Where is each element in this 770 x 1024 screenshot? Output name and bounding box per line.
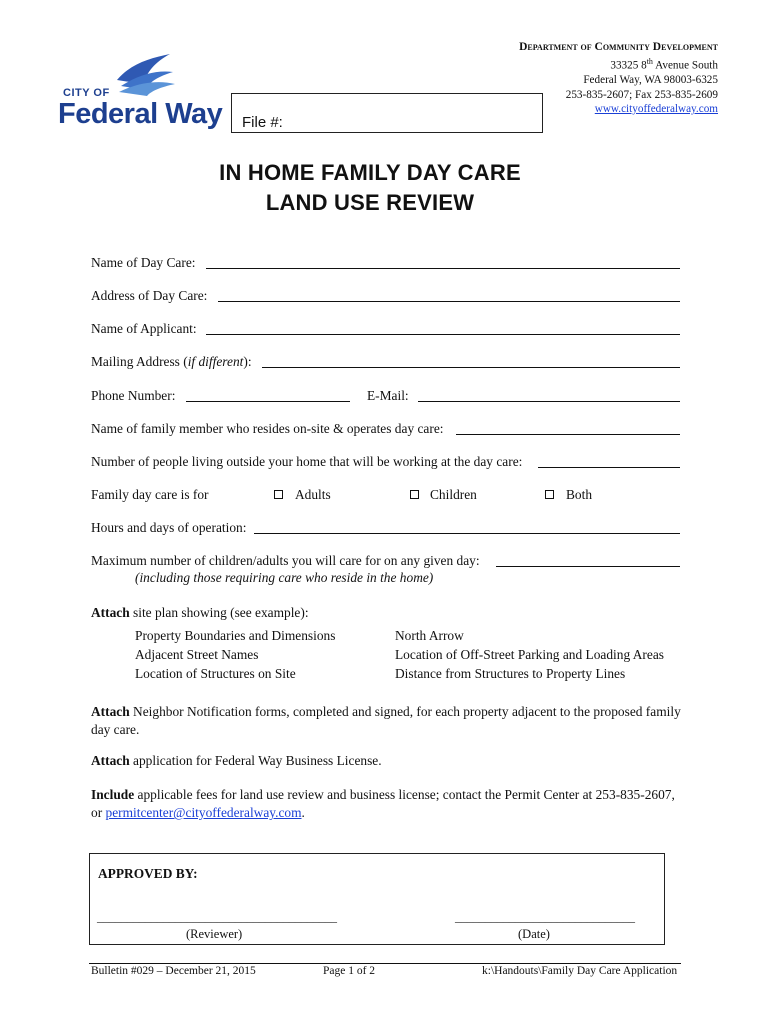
care-for-label: Family day care is for: [91, 487, 209, 502]
mailing-address-label: Mailing Address (if different):: [91, 354, 252, 369]
page-number: Page 1 of 2: [323, 965, 376, 977]
children-checkbox[interactable]: [410, 490, 419, 499]
outside-people-label: Number of people living outside your home that will be working at the day care:: [91, 454, 523, 469]
approved-by-heading: APPROVED BY:: [98, 866, 198, 881]
website-link[interactable]: www.cityoffederalway.com: [594, 103, 718, 116]
site-plan-item: Location of Off-Street Parking and Loading Areas: [395, 647, 664, 662]
applicant-name-field[interactable]: [206, 334, 680, 335]
day-care-address-field[interactable]: [218, 301, 680, 302]
hours-field[interactable]: [254, 533, 680, 534]
neighbor-notification-instruction: Attach Neighbor Notification forms, completed and signed, for each property adjacent to the proposed family day care.: [91, 704, 681, 737]
business-license-instruction: Attach application for Federal Way Business License.: [91, 753, 382, 768]
children-label: Children: [430, 487, 477, 502]
file-path: k:\Handouts\Family Day Care Application: [482, 965, 678, 977]
logo-city-text: CITY OF: [63, 87, 110, 99]
logo-name-text: Federal Way: [58, 98, 223, 130]
max-number-label: Maximum number of children/adults you will care for on any given day:: [91, 553, 480, 568]
address-line-1: 33325 8th Avenue South: [610, 56, 718, 72]
adults-label: Adults: [295, 487, 331, 502]
phone-fax: 253-835-2607; Fax 253-835-2609: [565, 88, 718, 101]
family-member-field[interactable]: [456, 434, 680, 435]
reviewer-signature-line[interactable]: ________________________________________: [97, 910, 337, 924]
date-label: (Date): [518, 927, 550, 941]
mailing-address-field[interactable]: [262, 367, 680, 368]
max-number-note: (including those requiring care who reside in the home): [135, 570, 434, 585]
day-care-address-label: Address of Day Care:: [91, 288, 208, 303]
permit-center-email-link[interactable]: permitcenter@cityoffederalway.com: [105, 805, 302, 820]
day-care-name-label: Name of Day Care:: [91, 255, 196, 270]
page-title-line-2: LAND USE REVIEW: [265, 190, 475, 215]
bulletin-number: Bulletin #029 – December 21, 2015: [91, 965, 256, 977]
phone-field[interactable]: [186, 401, 350, 402]
footer-divider: [89, 963, 681, 964]
fees-instruction: Include applicable fees for land use review and business license; contact the Permit Center at 253-835-2607, or permitcenter@cityoffederalway.com.: [91, 787, 675, 820]
site-plan-item: Distance from Structures to Property Lines: [395, 666, 626, 681]
day-care-name-field[interactable]: [206, 268, 680, 269]
phone-label: Phone Number:: [91, 388, 176, 403]
applicant-name-label: Name of Applicant:: [91, 321, 197, 336]
department-address: [519, 40, 718, 117]
site-plan-instruction: Attach site plan showing (see example):: [91, 605, 309, 620]
site-plan-item: Property Boundaries and Dimensions: [135, 628, 336, 643]
outside-people-field[interactable]: [538, 467, 680, 468]
both-label: Both: [566, 487, 593, 502]
family-member-label: Name of family member who resides on-site & operates day care:: [91, 421, 444, 436]
address-line-2: Federal Way, WA 98003-6325: [583, 73, 718, 86]
department-name: Department of Community Development: [519, 41, 718, 53]
file-number-label: File #:: [242, 114, 283, 131]
email-label: E-Mail:: [367, 388, 409, 403]
max-number-field[interactable]: [496, 566, 680, 567]
site-plan-item: North Arrow: [395, 628, 464, 643]
site-plan-item: Location of Structures on Site: [135, 666, 296, 681]
email-field[interactable]: [418, 401, 680, 402]
site-plan-item: Adjacent Street Names: [135, 647, 259, 662]
page-title-line-1: IN HOME FAMILY DAY CARE: [219, 160, 521, 185]
reviewer-label: (Reviewer): [186, 927, 243, 941]
hours-label: Hours and days of operation:: [91, 520, 247, 535]
date-line[interactable]: ______________________________: [455, 910, 635, 924]
both-checkbox[interactable]: [545, 490, 554, 499]
adults-checkbox[interactable]: [274, 490, 283, 499]
